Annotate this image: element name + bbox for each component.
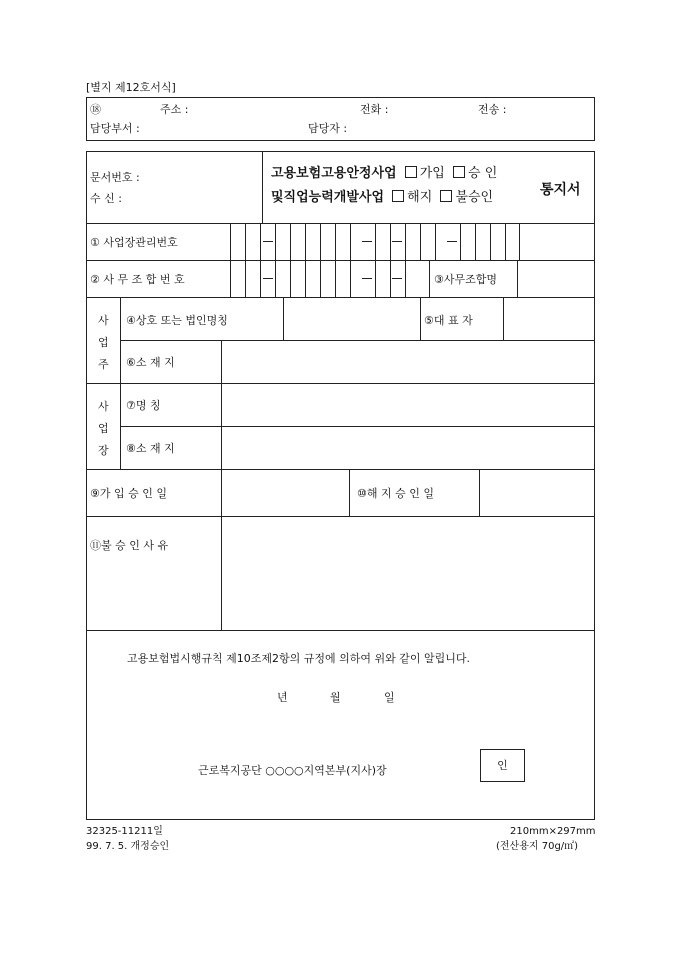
date-year-label: 년	[277, 691, 288, 704]
fax-label: 전송 :	[478, 103, 507, 116]
workplace-name-label: ⑦명 칭	[126, 399, 161, 412]
cell-divider	[405, 260, 406, 297]
official-seal-box	[480, 749, 525, 782]
form-code: 32325-11211일	[86, 826, 163, 837]
representative-label: ⑤대 표 자	[424, 314, 473, 327]
employer-address-field[interactable]	[222, 341, 594, 382]
paper-type: (전산용지 70g/㎡)	[496, 841, 579, 852]
cell-divider	[335, 223, 336, 260]
join-checkbox[interactable]	[405, 166, 417, 178]
cell-divider	[320, 260, 321, 297]
title-line-1	[271, 166, 497, 182]
cell-divider	[290, 260, 291, 297]
cell-divider	[349, 469, 350, 516]
person-in-charge-label: 담당자 :	[308, 122, 348, 135]
cell-divider	[429, 260, 430, 297]
title-program-2: 및직업능력개발사업	[271, 190, 385, 205]
legal-statement: 고용보험법시행규칙 제10조제2항의 규정에 의하여 위와 같이 알립니다.	[127, 652, 470, 665]
number-dash	[362, 278, 372, 279]
cell-divider	[230, 223, 231, 260]
cell-divider	[350, 260, 351, 297]
company-name-label: ④상호 또는 법인명칭	[126, 314, 228, 327]
form-number-label: [별지 제12호서식]	[86, 81, 176, 94]
address-label: 주소 :	[160, 103, 189, 116]
header-divider	[262, 151, 263, 223]
cell-divider	[505, 223, 506, 260]
cell-divider	[375, 260, 376, 297]
sender-seal-mark: ⑱	[90, 103, 101, 116]
cell-divider	[420, 297, 421, 340]
number-dash	[447, 241, 457, 242]
cell-divider	[275, 223, 276, 260]
disapprove-option-label: 불승인	[455, 190, 494, 205]
approval-date-note: 99. 7. 5. 개정승인	[86, 841, 170, 852]
cell-divider	[290, 223, 291, 260]
disapproval-reason-label: ⑪불 승 인 사 유	[90, 539, 169, 552]
cell-divider	[230, 260, 231, 297]
cell-divider	[475, 223, 476, 260]
approve-checkbox[interactable]	[453, 166, 465, 178]
number-dash	[392, 241, 402, 242]
business-number-label: ① 사업장관리번호	[90, 236, 178, 249]
join-approval-date-label: ⑨가 입 승 인 일	[90, 487, 167, 500]
disapproval-reason-field[interactable]	[222, 517, 594, 629]
cell-divider	[490, 223, 491, 260]
cancel-approval-date-field[interactable]	[480, 470, 594, 515]
employer-label-1: 사	[98, 314, 109, 327]
paper-size: 210mm×297mm	[510, 826, 596, 837]
cell-divider	[460, 223, 461, 260]
department-label: 담당부서 :	[90, 122, 140, 135]
company-name-field[interactable]	[284, 298, 419, 339]
cell-divider	[335, 260, 336, 297]
cell-divider	[519, 223, 520, 260]
notice-title: 통지서	[540, 182, 581, 198]
representative-field[interactable]	[504, 298, 594, 339]
cell-divider	[420, 223, 421, 260]
cell-divider	[305, 260, 306, 297]
association-number-cells[interactable]	[230, 260, 430, 297]
cancel-approval-date-label: ⑩해 지 승 인 일	[357, 487, 434, 500]
phone-label: 전화 :	[360, 103, 389, 116]
cell-divider	[275, 260, 276, 297]
workplace-label-1: 사	[98, 400, 109, 413]
join-option-label: 가입	[419, 166, 445, 181]
association-name-field[interactable]	[518, 261, 594, 296]
cell-divider	[405, 223, 406, 260]
cancel-checkbox[interactable]	[392, 190, 404, 202]
business-number-cells[interactable]	[230, 223, 520, 260]
cell-divider	[305, 223, 306, 260]
number-dash	[263, 241, 273, 242]
date-day-label: 일	[384, 691, 395, 704]
number-dash	[263, 278, 273, 279]
cell-divider	[260, 223, 261, 260]
workplace-label-3: 장	[98, 444, 109, 457]
document-number-label: 문서번호 :	[90, 171, 140, 184]
association-name-label: ③사무조합명	[434, 273, 497, 286]
cell-divider	[390, 223, 391, 260]
issuer-name: 근로복지공단 ○○○○지역본부(지사)장	[198, 764, 387, 777]
cancel-option-label: 해지	[407, 190, 433, 205]
cell-divider	[120, 297, 121, 469]
number-dash	[392, 278, 402, 279]
employer-label-3: 주	[98, 358, 109, 371]
workplace-label-2: 업	[98, 422, 109, 435]
cell-divider	[320, 223, 321, 260]
disapprove-checkbox[interactable]	[440, 190, 452, 202]
number-dash	[362, 241, 372, 242]
grid-line	[86, 630, 595, 631]
workplace-address-field[interactable]	[222, 427, 594, 468]
workplace-address-label: ⑧소 재 지	[126, 442, 175, 455]
cell-divider	[245, 223, 246, 260]
cell-divider	[350, 223, 351, 260]
date-month-label: 월	[330, 691, 341, 704]
title-line-2	[271, 190, 493, 206]
employer-label-2: 업	[98, 336, 109, 349]
cell-divider	[260, 260, 261, 297]
join-approval-date-field[interactable]	[222, 470, 348, 515]
cell-divider	[245, 260, 246, 297]
employer-address-label: ⑥소 재 지	[126, 356, 175, 369]
cell-divider	[390, 260, 391, 297]
seal-label: 인	[497, 759, 508, 772]
cell-divider	[375, 223, 376, 260]
approve-option-label: 승 인	[468, 166, 498, 181]
title-program-1: 고용보험고용안정사업	[271, 166, 397, 181]
association-number-label: ② 사 무 조 합 번 호	[90, 273, 185, 286]
workplace-name-field[interactable]	[222, 384, 594, 425]
cell-divider	[435, 223, 436, 260]
recipient-label: 수 신 :	[90, 192, 122, 205]
